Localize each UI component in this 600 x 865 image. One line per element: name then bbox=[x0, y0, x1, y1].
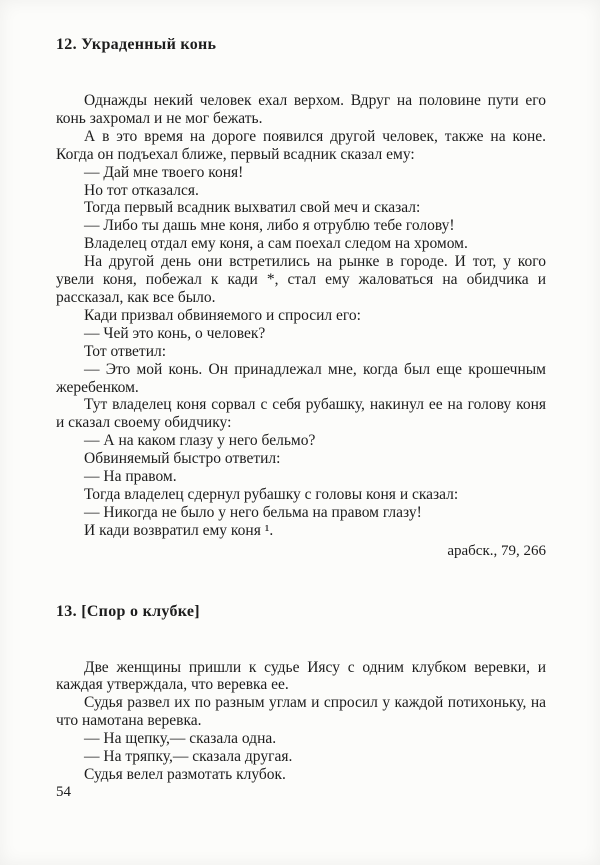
page-content bbox=[56, 36, 546, 784]
story-13-body bbox=[56, 659, 546, 784]
paragraph: Кади призвал обвиняемого и спросил его: bbox=[84, 306, 361, 324]
paragraph: И кади возвратил ему коня ¹. bbox=[84, 521, 274, 539]
dialogue-line: — Чей это конь, о человек? bbox=[84, 324, 266, 342]
dialogue-line: — Это мой конь. Он принадлежал мне, когда был еще крошечным жеребенком. bbox=[56, 360, 546, 396]
paragraph: На другой день они встретились на рынке в городе. И тот, у кого увели коня, побежал к кади *, стал ему жаловаться на обидчика и рассказал, как все было. bbox=[56, 253, 546, 306]
paragraph: Судья велел размотать клубок. bbox=[84, 766, 286, 783]
dialogue-line: — Дай мне твоего коня! bbox=[84, 163, 244, 181]
story-13-title: 13. [Спор о клубке] bbox=[56, 602, 200, 620]
dialogue-line: — Никогда не было у него бельма на правом глазу! bbox=[84, 503, 422, 521]
paragraph: Владелец отдал ему коня, а сам поехал следом на хромом. bbox=[84, 235, 468, 253]
story-12-body bbox=[56, 92, 546, 561]
paragraph: Обвиняемый быстро ответил: bbox=[84, 450, 281, 468]
dialogue-line: — На правом. bbox=[84, 468, 177, 486]
story-12-title: 12. Украденный конь bbox=[56, 36, 217, 53]
paragraph: А в это время на дороге появился другой человек, также на коне. Когда он подъехал ближе, первый всадник сказал ему: bbox=[56, 127, 546, 163]
paragraph: Тогда владелец сдернул рубашку с головы коня и сказал: bbox=[84, 485, 459, 503]
dialogue-line: — Либо ты дашь мне коня, либо я отрублю тебе голову! bbox=[84, 217, 455, 235]
paragraph: Тогда первый всадник выхватил свой меч и сказал: bbox=[84, 199, 421, 217]
paragraph: Однажды некий человек ехал верхом. Вдруг на половине пути его конь захромал и не мог бежать. bbox=[56, 92, 546, 127]
source-reference: арабск., 79, 266 bbox=[447, 542, 546, 559]
page-number: 54 bbox=[56, 784, 71, 800]
paragraph: Две женщины пришли к судье Иясу с одним клубком веревки, и каждая утверждала, что веревка ее. bbox=[56, 658, 546, 694]
dialogue-line: — На щепку,— сказала одна. bbox=[84, 730, 277, 748]
paragraph: Тут владелец коня сорвал с себя рубашку, накинул ее на голову коня и сказал своему обидчику: bbox=[56, 396, 546, 432]
paragraph: Но тот отказался. bbox=[84, 181, 199, 199]
paragraph: Тот ответил: bbox=[84, 342, 167, 360]
paragraph: Судья развел их по разным углам и спросил у каждой потихоньку, на что намотана веревка. bbox=[56, 694, 546, 730]
dialogue-line: — На тряпку,— сказала другая. bbox=[84, 748, 293, 766]
dialogue-line: — А на каком глазу у него бельмо? bbox=[84, 432, 316, 450]
